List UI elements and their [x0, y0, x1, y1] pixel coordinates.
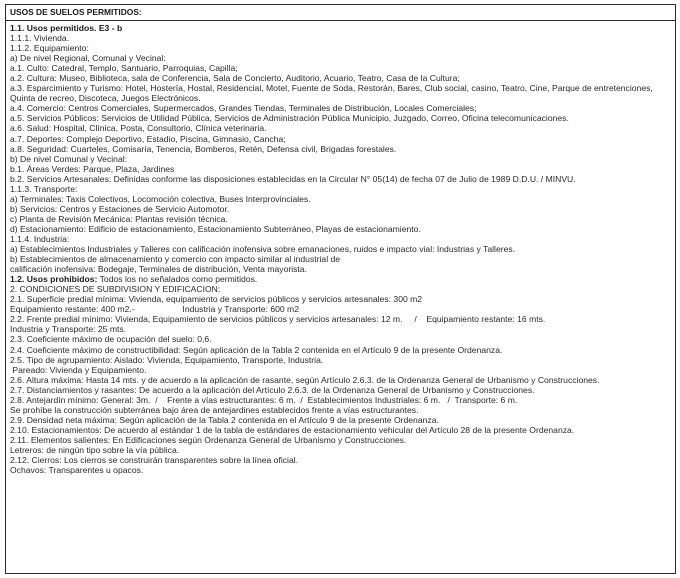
text-line: 2.8. Antejardín mínimo: General: 3m. / Frente a vías estructurantes: 6 m. / Establecimientos Industriales: 6 m. / Transporte: 6 m. [10, 394, 518, 405]
text-line: a.6. Salud: Hospital, Clínica, Posta, Consultorio, Clínica veterinaria. [10, 123, 267, 134]
text-line: 1.1.4. Industria: [10, 233, 70, 244]
text-line: Industria y Transporte: 25 mts. [10, 324, 127, 335]
text-line: a) Establecimientos Industriales y Talleres con calificación inofensiva sobre emanaciones, ruidos e impacto vial: Industrias y Talleres. [10, 244, 516, 255]
text-line: 2.5. Tipo de agrupamiento: Aislado: Vivienda, Equipamiento, Transporte, Industria. [10, 354, 324, 365]
table-header: USOS DE SUELOS PERMITIDOS: [6, 5, 675, 21]
text-line: a.4. Comercio: Centros Comerciales, Supermercados, Grandes Tiendas, Terminales de Distribución, Locales Comerciales; [10, 103, 477, 114]
text-line: 2.6. Altura máxima: Hasta 14 mts. y de acuerdo a la aplicación de rasante, según Artículo 2.6.3. de la Ordenanza General de Urbanismo y Construcciones. [10, 374, 600, 385]
text-line: a) De nivel Regional, Comunal y Vecinal: [10, 53, 166, 64]
text-line: b.1. Áreas Verdes: Parque, Plaza, Jardines [10, 163, 175, 174]
text-line: Se prohíbe la construcción subterránea bajo área de antejardines establecidos frente a vías estructurantes. [10, 404, 419, 415]
text-line: 2.11. Elementos salientes: En Edificaciones según Ordenanza General de Urbanismo y Construcciones. [10, 434, 407, 445]
prohibited-uses-text: Todos los no señalados como permitidos. [97, 274, 258, 285]
land-use-table [5, 4, 676, 574]
section-title-permitted-uses: 1.1. Usos permitidos. E3 - b [10, 23, 123, 33]
text-line: 2.7. Distanciamientos y rasantes: De acuerdo a la aplicación del Artículo 2.6.3. de la Ordenanza General de Urbanismo y Construcciones. [10, 384, 535, 395]
text-line: a.1. Culto: Catedral, Templo, Santuario, Parroquias, Capilla; [10, 63, 238, 74]
text-line: Pareado: Vivienda y Equipamiento. [10, 364, 147, 375]
text-line: a.3. Esparcimiento y Turismo: Hotel, Hostería, Hostal, Residencial, Motel, Fuente de Soda, Restorán, Bares, Club social, casino, Teatro, Cine, Parque de entretenciones, Quinta de recreo, Discoteca, Juegos Electrónicos. [10, 83, 653, 104]
text-line: 2.1. Superficie predial mínima: Vivienda, equipamiento de servicios públicos y servicios artesanales: 300 m2 [10, 294, 423, 305]
text-line: Equipamiento restante: 400 m2.- Industria y Transporte: 600 m2 [10, 304, 299, 315]
text-line: b) Establecimientos de almacenamiento y comercio con impacto similar al industrial de [10, 254, 341, 265]
text-line: 2.9. Densidad neta máxima: Según aplicación de la Tabla 2 contenida en el Artículo 9 de la presente Ordenanza. [10, 414, 439, 425]
text-line: b) De nivel Comunal y Vecinal: [10, 153, 128, 164]
text-line: 1.1.3. Transporte: [10, 183, 78, 194]
text-line: a.5. Servicios Públicos: Servicios de Utilidad Pública, Servicios de Administración Pública Municipio, Juzgado, Correo, Oficina telecomunicaciones. [10, 113, 569, 124]
text-line: a.8. Seguridad: Cuarteles, Comisaría, Tenencia, Bomberos, Retén, Defensa civil, Brigadas forestales. [10, 143, 397, 154]
section-title-prohibited-uses: 1.2. Usos prohibidos: [10, 274, 98, 285]
text-line: Ochavos: Transparentes u opacos. [10, 465, 144, 476]
text-line: 2.4. Coeficiente máximo de constructibilidad: Según aplicación de la Tabla 2 contenida en el Artículo 9 de la presente Ordenanza. [10, 344, 503, 355]
text-line: b) Servicios: Centros y Estaciones de Servicio Automotor. [10, 203, 230, 214]
text-line: Letreros: de ningún tipo sobre la vía pública. [10, 444, 180, 455]
text-line: 2.3. Coeficiente máximo de ocupación del suelo: 0,6. [10, 334, 212, 345]
text-line: b.2. Servicios Artesanales: Definidas conforme las disposiciones establecidas en la Circular N° 05(14) de fecha 07 de Julio de 1989 D.D.U. / MINVU. [10, 173, 576, 184]
text-line: 1.1.1. Vivienda. [10, 33, 70, 44]
section-title-conditions: 2. CONDICIONES DE SUBDIVISION Y EDIFICACION: [10, 284, 221, 295]
text-line: 2.12. Cierros: Los cierros se construirán transparentes sobre la línea oficial. [10, 455, 299, 466]
text-line: a.2. Cultura: Museo, Biblioteca, sala de Conferencia, Sala de Concierto, Auditorio, Acuario, Teatro, Casa de la Cultura; [10, 73, 460, 84]
text-line: calificación inofensiva: Bodegaje, Terminales de distribución, Venta mayorista. [10, 264, 307, 275]
text-line: d) Estacionamiento: Edificio de estacionamiento, Estacionamiento Subterráneo, Playas de estacionamiento. [10, 223, 421, 234]
text-line: 1.1.2. Equipamiento: [10, 43, 89, 54]
text-line: 2.2. Frente predial mínimo: Vivienda, Equipamiento de servicios públicos y servicios artesanales: 12 m. / Equipamiento restante: 16 mts. [10, 314, 546, 325]
text-line: a) Terminales: Taxis Colectivos, Locomoción colectiva, Buses Interprovinciales. [10, 193, 311, 204]
text-line: c) Planta de Revisión Mecánica: Plantas revisión técnica. [10, 213, 228, 224]
table-body [6, 21, 675, 475]
text-line: 2.10. Estacionamientos: De acuerdo al estándar 1 de la tabla de estándares de estacionamiento vehicular del Artículo 28 de la presente Ordenanza. [10, 424, 575, 435]
text-line: a.7. Deportes: Complejo Deportivo, Estadio, Piscina, Gimnasio, Cancha; [10, 133, 286, 144]
prohibited-uses-line [10, 274, 671, 284]
